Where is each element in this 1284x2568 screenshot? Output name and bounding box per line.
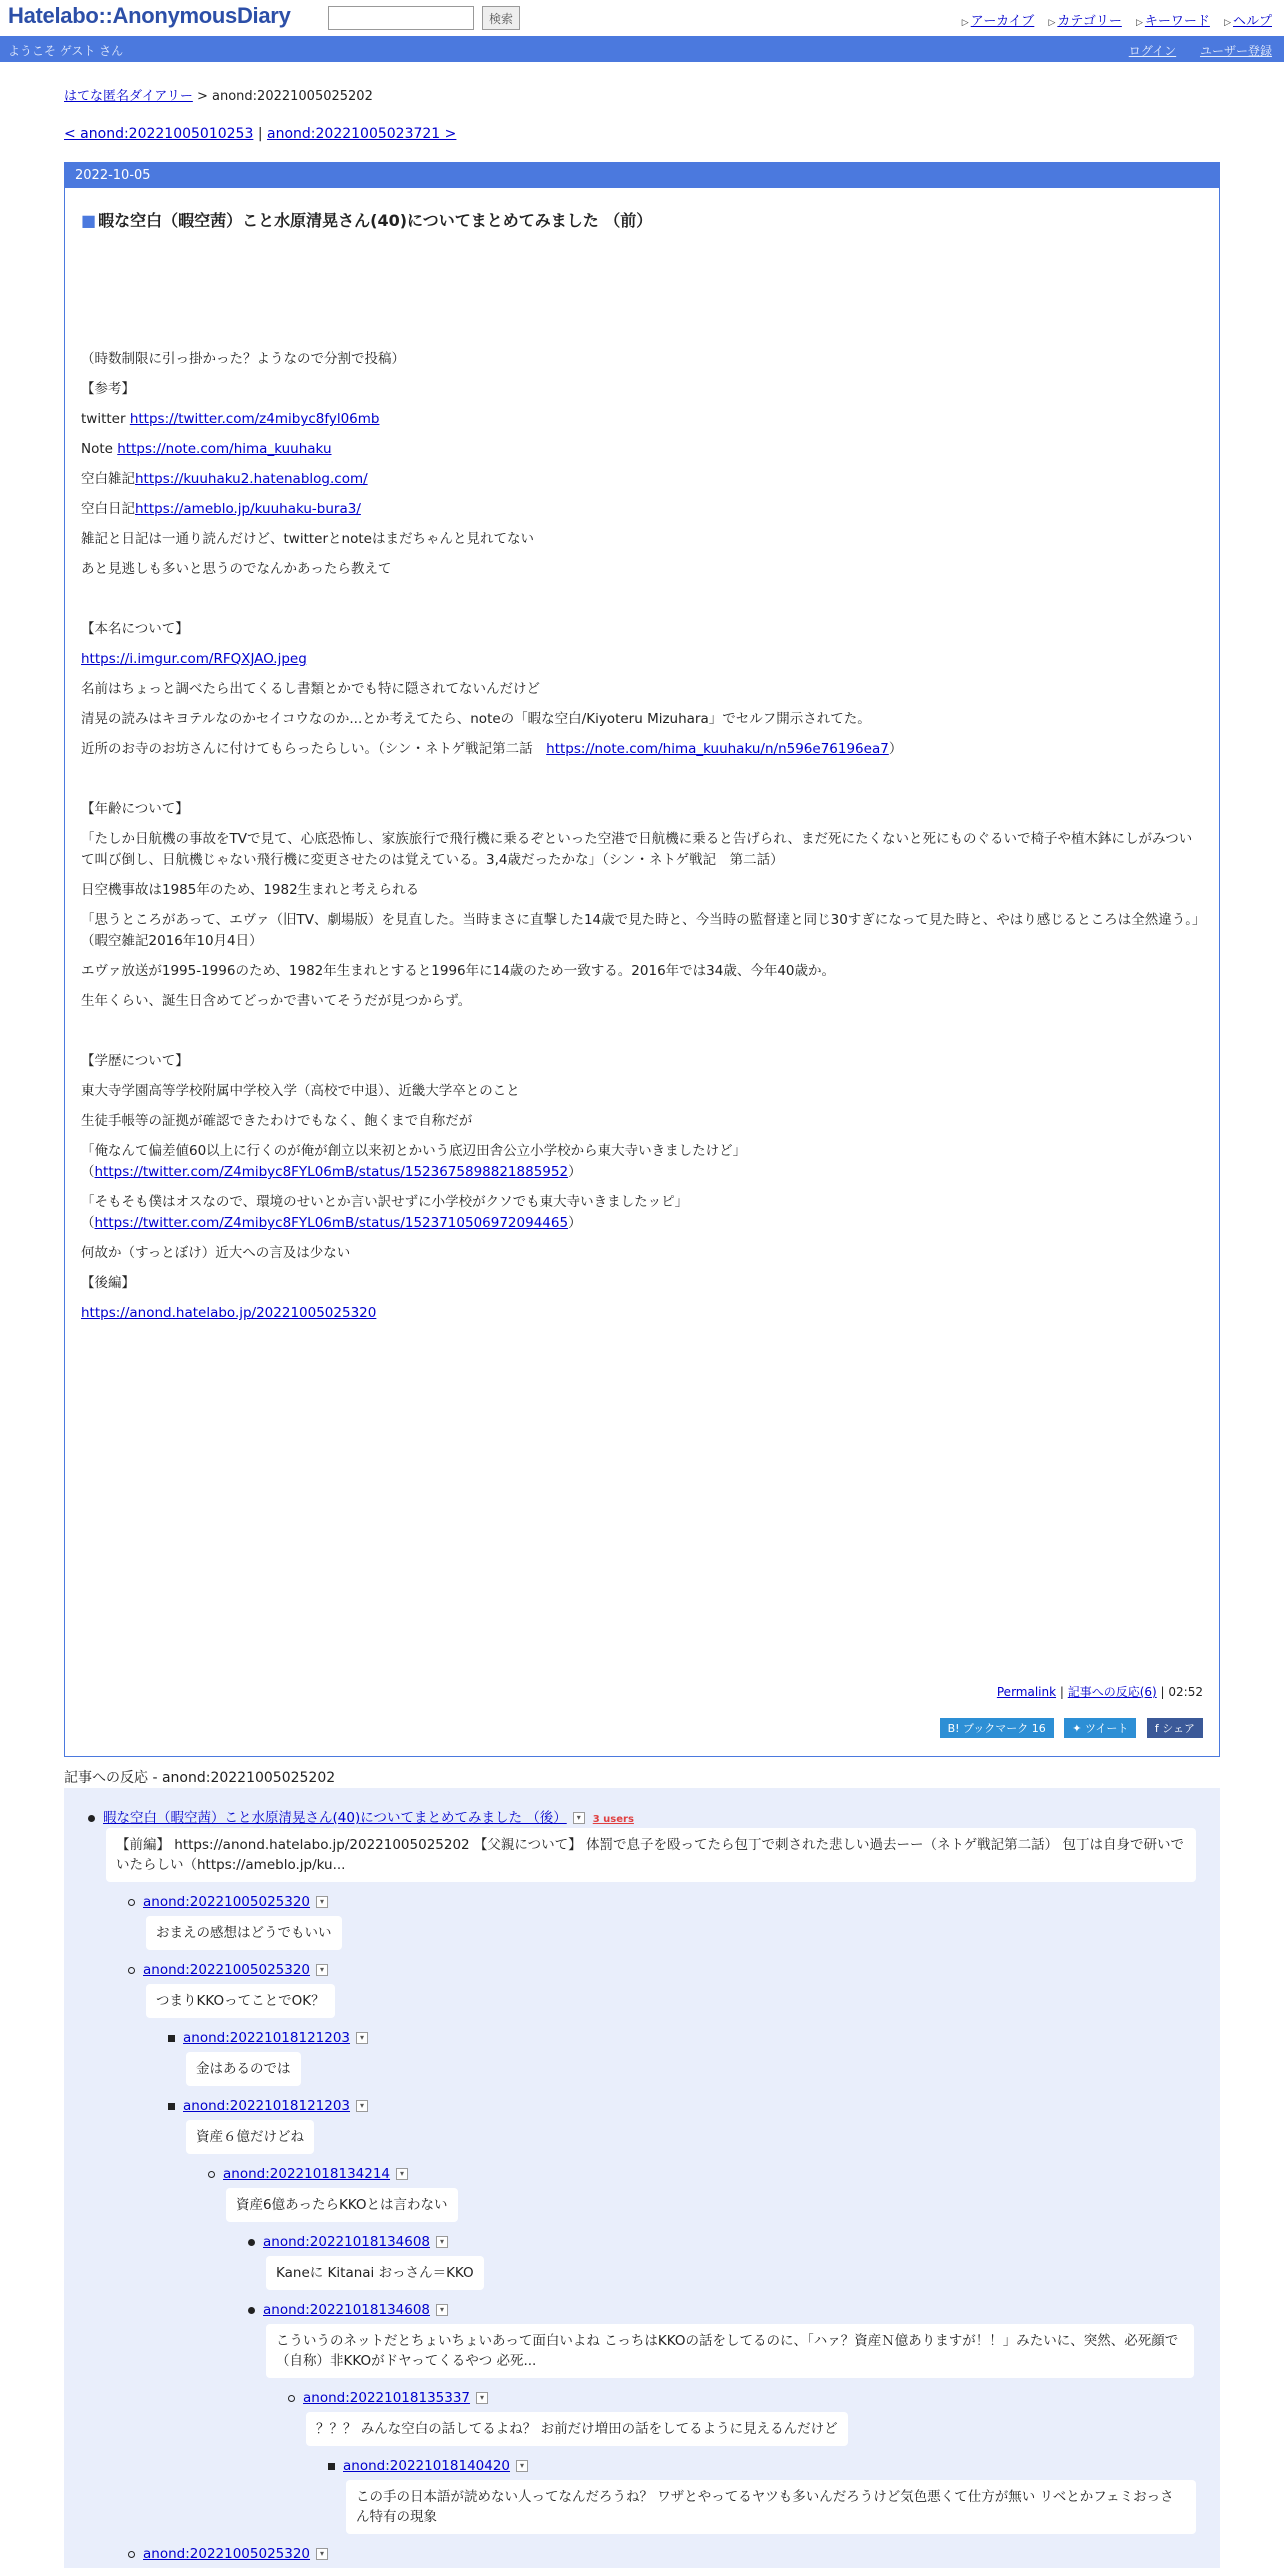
reaction-item: [288, 2390, 488, 2406]
body-text: [81, 649, 1205, 670]
body-text: [81, 409, 1205, 430]
body-text: [81, 499, 1205, 520]
body-text: 生年くらい、誕生日含めてどっかで書いてそうだが見つからず。: [81, 993, 472, 1009]
share-buttons: [934, 1718, 1203, 1738]
arrow-icon: ▷: [1224, 18, 1231, 28]
bullet-icon: [168, 2035, 175, 2042]
reaction-excerpt: つまりKKOってことでOK？: [146, 1984, 335, 2018]
reaction-excerpt: Kaneに Kitanai おっさん＝KKO: [266, 2256, 484, 2290]
body-text: 名前はちょっと調べたら出てくるし書類とかでも特に隠されてないんだけど: [81, 681, 540, 697]
prev-entry-link[interactable]: < anond:20221005010253: [64, 126, 254, 142]
arrow-icon: ▷: [1135, 18, 1143, 28]
dropdown-icon[interactable]: ▾: [356, 2100, 368, 2112]
entry-footer: Permalink | 記事への反応(6) | 02:52: [996, 1685, 1203, 1699]
bullet-icon: [128, 1899, 135, 1906]
reaction-link[interactable]: anond:20221005025320: [143, 1962, 311, 1978]
bullet-icon: [248, 2239, 255, 2246]
body-text: 清晃の読みはキヨテルなのかセイコウなのか...とか考えてたら、noteの「暇な空白/Kiyoteru Mizuhara」でセルフ開示されてた。: [81, 711, 871, 727]
body-text: あと見逃しも多いと思うのでなんかあったら教えて: [81, 561, 392, 577]
tweet-button[interactable]: [1064, 1718, 1136, 1738]
note-link[interactable]: https://note.com/hima_kuuhaku: [117, 441, 332, 457]
spacer: [81, 1021, 1205, 1051]
nav-help-link[interactable]: ヘルプ: [1232, 14, 1272, 29]
users-badge[interactable]: 3 users: [592, 1814, 634, 1825]
reaction-item: [128, 1962, 328, 1978]
dropdown-icon[interactable]: ▾: [476, 2392, 488, 2404]
welcome-text: ようこそ ゲスト さん: [8, 44, 124, 58]
paren: ）: [568, 1164, 582, 1180]
note-article-link[interactable]: https://note.com/hima_kuuhaku/n/n596e76196ea7: [546, 741, 889, 757]
nikki-link[interactable]: https://ameblo.jp/kuuhaku-bura3/: [135, 501, 361, 517]
bullet-icon: [208, 2171, 215, 2178]
section-heading: 【年齢について】: [81, 801, 189, 817]
dropdown-icon[interactable]: ▾: [436, 2304, 448, 2316]
entry-title-text: 暇な空白（暇空茜）こと水原清晃さん(40)についてまとめてみました （前）: [98, 211, 653, 230]
reaction-link[interactable]: anond:20221018135337: [303, 2390, 471, 2406]
facebook-share-button[interactable]: [1147, 1718, 1203, 1738]
body-text: [81, 1192, 1205, 1234]
body-text: 雑記と日記は一通り読んだけど、twitterとnoteはまだちゃんと見れてない: [81, 531, 534, 547]
arrow-icon: ▷: [961, 18, 969, 28]
dropdown-icon[interactable]: ▾: [436, 2236, 448, 2248]
tweet-label: ツイート: [1084, 1722, 1129, 1735]
body-text: [81, 469, 1205, 490]
date-bar: 2022-10-05: [65, 163, 1219, 188]
bookmark-label: B! ブックマーク: [947, 1722, 1029, 1735]
section-heading: 【参考】: [81, 381, 135, 397]
square-icon[interactable]: ■: [81, 211, 97, 230]
spacer: [81, 769, 1205, 799]
paren: （: [81, 1164, 95, 1180]
dropdown-icon[interactable]: ▾: [516, 2460, 528, 2472]
bullet-icon: [128, 2551, 135, 2558]
spacer: [81, 589, 1205, 619]
body-text: [81, 1141, 1205, 1183]
next-part-link[interactable]: https://anond.hatelabo.jp/20221005025320: [81, 1305, 377, 1321]
reaction-item: [168, 2098, 368, 2114]
reaction-excerpt: 金はあるのでは: [186, 2052, 301, 2086]
nav-archive[interactable]: [962, 14, 1035, 29]
nav-category-link[interactable]: カテゴリー: [1057, 14, 1122, 29]
body-text: [81, 739, 1205, 760]
pager: [64, 126, 456, 142]
bookmark-count: 16: [1031, 1722, 1046, 1735]
body-text: 何故か（すっとぼけ）近大への言及は少ない: [81, 1245, 351, 1261]
entry-body: [81, 349, 1205, 1333]
body-text: 生徒手帳等の証拠が確認できたわけでもなく、飽くまで自称だが: [81, 1113, 473, 1129]
reaction-item: [128, 1894, 328, 1910]
article: [64, 162, 1220, 1757]
breadcrumb-separator: >: [192, 89, 213, 104]
top-nav: [952, 10, 1272, 29]
section-heading: 【学歴について】: [81, 1053, 189, 1069]
reaction-item: [248, 2302, 448, 2318]
body-text: [81, 439, 1205, 460]
bookmark-button[interactable]: [940, 1718, 1054, 1738]
reaction-link[interactable]: anond:20221018121203: [183, 2030, 351, 2046]
next-entry-link[interactable]: anond:20221005023721 >: [267, 126, 457, 142]
nav-keyword[interactable]: [1136, 14, 1210, 29]
pager-separator: |: [253, 126, 268, 142]
reactions-link[interactable]: 記事への反応(6): [1067, 1685, 1157, 1699]
user-bar: [0, 36, 1284, 62]
imgur-link[interactable]: https://i.imgur.com/RFQXJAO.jpeg: [81, 651, 307, 667]
reaction-link[interactable]: anond:20221005025320: [143, 2546, 311, 2562]
dropdown-icon[interactable]: ▾: [396, 2168, 408, 2180]
bird-icon: ✦: [1072, 1722, 1085, 1735]
reaction-link[interactable]: anond:20221018134608: [263, 2302, 431, 2318]
reactions-tree: [64, 1788, 1220, 2568]
note-label: Note: [81, 441, 118, 457]
body-text-span: 近所のお寺のお坊さんに付けてもらったらしい。（シン・ネトゲ戦記第二話: [81, 741, 547, 757]
login-link[interactable]: ログイン: [1128, 44, 1177, 58]
reaction-excerpt: 【前編】 https://anond.hatelabo.jp/20221005025202 【父親について】 体罰で息子を殴ってたら包丁で刺された悲しい過去ーー（ネトゲ戦記第二話） 包丁は自身で研いでいたらしい（https://ameblo.jp/ku...: [106, 1828, 1196, 1882]
body-text: [81, 1303, 1205, 1324]
dropdown-icon[interactable]: ▾: [316, 2548, 328, 2560]
arrow-icon: ▷: [1048, 18, 1056, 28]
tweet-link[interactable]: https://twitter.com/Z4mibyc8FYL06mB/status/1523675898821885952: [94, 1164, 569, 1180]
search-input[interactable]: [328, 6, 474, 30]
post-time: 02:52: [1168, 1685, 1203, 1699]
body-text-span: ）: [888, 741, 903, 757]
reaction-excerpt: おまえの感想はどうでもいい: [146, 1916, 342, 1950]
quote-text: 「俺なんて偏差値60以上に行くのが俺が創立以来初とかいう底辺田舎公立小学校から東大寺いきましたけど」: [81, 1143, 747, 1159]
body-text: 「思うところがあって、エヴァ（旧TV、劇場版）を見直した。当時まさに直撃した14歳で見た時と、今当時の監督達と同じ30すぎになって見た時と、やはり感じるところは全然違う。」（暇空雑記2016年10月4日）: [81, 912, 1199, 949]
breadcrumb: [64, 85, 373, 104]
body-text: 日空機事故は1985年のため、1982生まれと考えられる: [81, 882, 420, 898]
reaction-link[interactable]: anond:20221018134214: [223, 2166, 391, 2182]
dropdown-icon[interactable]: ▾: [356, 2032, 368, 2044]
reaction-item: [208, 2166, 408, 2182]
section-heading: 【本名について】: [81, 621, 189, 637]
reaction-item: [88, 1806, 634, 1826]
twitter-label: twitter: [81, 411, 130, 427]
body-text: 東大寺学園高等学校附属中学校入学（高校で中退）、近畿大学卒とのこと: [81, 1083, 520, 1099]
entry-title: [81, 208, 652, 231]
header: [0, 0, 1284, 36]
paren: ）: [568, 1215, 582, 1231]
nav-help[interactable]: [1224, 14, 1272, 29]
reaction-excerpt: 資産６億だけどね: [186, 2120, 314, 2154]
site-logo[interactable]: Hatelabo::AnonymousDiary: [8, 3, 291, 28]
zakki-link[interactable]: https://kuuhaku2.hatenablog.com/: [135, 471, 368, 487]
paren: （: [81, 1215, 95, 1231]
nikki-label: 空白日記: [81, 501, 135, 517]
facebook-label: シェア: [1162, 1722, 1195, 1735]
zakki-label: 空白雑記: [81, 471, 135, 487]
nav-category[interactable]: [1048, 14, 1121, 29]
reaction-excerpt: ？？？ みんな空白の話してるよね？ お前だけ増田の話をしてるように見えるんだけど: [306, 2412, 848, 2446]
bullet-icon: [168, 2103, 175, 2110]
bullet-icon: [128, 1967, 135, 1974]
body-text: （時数制限に引っ掛かった？ようなので分割で投稿）: [81, 351, 405, 367]
search-button[interactable]: 検索: [482, 6, 520, 30]
user-links: [1109, 42, 1272, 59]
nav-keyword-link[interactable]: キーワード: [1144, 14, 1210, 29]
register-link[interactable]: ユーザー登録: [1199, 44, 1272, 58]
bullet-icon: [328, 2463, 335, 2470]
reactions-title: 記事への反応 - anond:20221005025202: [64, 1767, 1220, 1790]
breadcrumb-current: anond:20221005025202: [212, 89, 373, 104]
body-text: エヴァ放送が1995-1996のため、1982年生まれとすると1996年に14歳のため一致する。2016年では34歳、今年40歳か。: [81, 963, 836, 979]
reaction-link[interactable]: anond:20221018121203: [183, 2098, 351, 2114]
reaction-excerpt: この手の日本語が読めない人ってなんだろうね？ ワザとやってるヤツも多いんだろうけど気色悪くて仕方が無い リベとかフェミおっさん特有の現象: [346, 2480, 1196, 2534]
reaction-link[interactable]: anond:20221018140420: [343, 2458, 511, 2474]
breadcrumb-root[interactable]: はてな匿名ダイアリー: [64, 89, 193, 104]
dropdown-icon[interactable]: ▾: [316, 1896, 328, 1908]
dropdown-icon[interactable]: ▾: [573, 1812, 585, 1824]
reaction-link[interactable]: anond:20221005025320: [143, 1894, 311, 1910]
body-text: 「たしか日航機の事故をTVで見て、心底恐怖し、家族旅行で飛行機に乗るぞといった空港で日航機に乗ると告げられ、まだ死にたくないと死にものぐるいで椅子や植木鉢にしがみついて叫び倒し、日航機じゃない飛行機に変更させたのは覚えている。3,4歳だったかな」（シン・ネトゲ戦記 第二話）: [81, 831, 1193, 868]
reaction-item: [328, 2458, 528, 2474]
reaction-link[interactable]: 暇な空白（暇空茜）こと水原清晃さん(40)についてまとめてみました （後）: [103, 1810, 567, 1826]
reaction-link[interactable]: anond:20221018134608: [263, 2234, 431, 2250]
nav-archive-link[interactable]: アーカイブ: [970, 14, 1035, 29]
section-heading: 【後編】: [81, 1275, 135, 1291]
reaction-item: [128, 2546, 328, 2562]
permalink[interactable]: Permalink: [996, 1685, 1057, 1699]
twitter-link[interactable]: https://twitter.com/z4mibyc8fyl06mb: [129, 411, 380, 427]
bullet-icon: [288, 2395, 295, 2402]
bullet-icon: [88, 1815, 95, 1822]
tweet-link[interactable]: https://twitter.com/Z4mibyc8FYL06mB/status/1523710506972094465: [94, 1215, 569, 1231]
quote-text: 「そもそも僕はオスなので、環境のせいとか言い訳せずに小学校がクソでも東大寺いきましたッピ」: [81, 1194, 689, 1210]
reaction-excerpt: こういうのネットだとちょいちょいあって面白いよね こっちはKKOの話をしてるのに、「ハァ？資産Ｎ億ありますが！！」みたいに、突然、必死顔で（自称）非KKOがドヤってくるやつ 必死...: [266, 2324, 1194, 2378]
reaction-excerpt: 資産6億あったらKKOとは言わない: [226, 2188, 458, 2222]
dropdown-icon[interactable]: ▾: [316, 1964, 328, 1976]
reaction-item: [168, 2030, 368, 2046]
reaction-item: [248, 2234, 448, 2250]
facebook-icon: f: [1154, 1722, 1163, 1735]
bullet-icon: [248, 2307, 255, 2314]
